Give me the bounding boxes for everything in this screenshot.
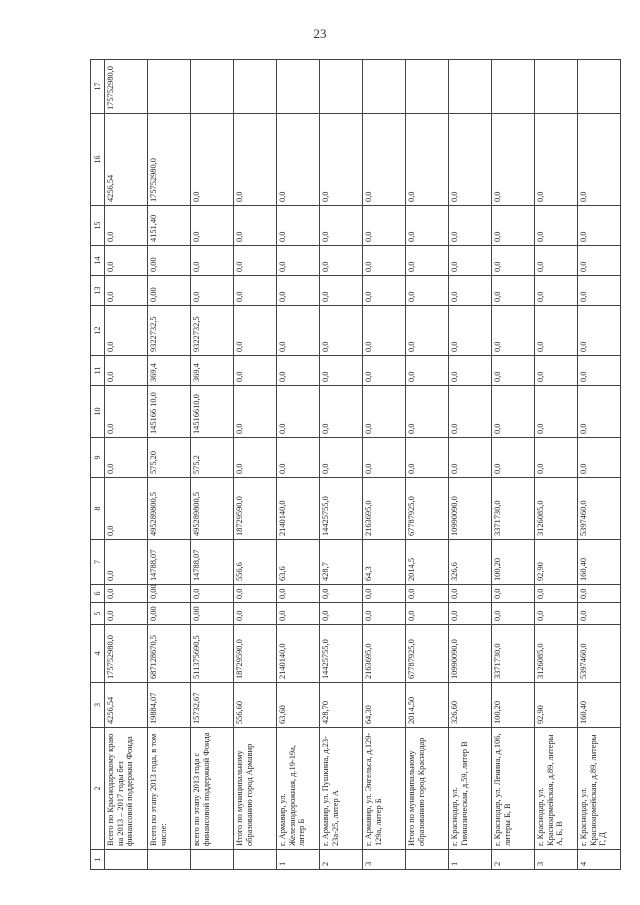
column-header: 2 (91, 728, 105, 850)
table-cell: 369,4 (148, 356, 191, 386)
table-cell: 92,90 (535, 683, 578, 728)
table-cell: 3371730,0 (492, 625, 535, 683)
table-cell: 0,0 (492, 246, 535, 276)
rotated-table-container (90, 60, 608, 870)
table-cell: 9322732,5 (148, 306, 191, 356)
table-cell: 0,0 (277, 246, 320, 276)
table-row (406, 60, 449, 870)
table-cell: 2140140,0 (277, 478, 320, 540)
row-description: г. Краснодар, ул. Красноармейская, д.89, литеры Г, Д (578, 728, 621, 850)
table-cell: 0,0 (449, 585, 492, 603)
table-cell: 4151,40 (148, 206, 191, 246)
table-row (363, 60, 406, 870)
table-cell: 0,00 (191, 603, 234, 625)
table-cell: 100,20 (492, 683, 535, 728)
table-cell: 4256,54 (105, 114, 148, 206)
column-header: 14 (91, 246, 105, 276)
table-cell: 0,0 (363, 603, 406, 625)
table-row (277, 60, 320, 870)
table-cell: 0,0 (492, 386, 535, 438)
table-cell: 0,0 (449, 206, 492, 246)
column-header: 10 (91, 386, 105, 438)
row-description: г. Армавир, ул. Энгельса, д.129-129а, литер Б (363, 728, 406, 850)
column-header: 13 (91, 276, 105, 306)
table-cell: 0,0 (406, 114, 449, 206)
table-cell (234, 850, 277, 870)
column-header: 1 (91, 850, 105, 870)
table-cell: 0,00 (148, 246, 191, 276)
table-cell: 0,0 (320, 114, 363, 206)
row-description: г. Армавир, ул. Железнодорожная, д.19-19а, литер Б (277, 728, 320, 850)
table-cell: 3126085,0 (535, 625, 578, 683)
column-header: 5 (91, 603, 105, 625)
table-row (148, 60, 191, 870)
row-description: Всего по этапу 2013 года, в том числе: (148, 728, 191, 850)
table-row (578, 60, 621, 870)
column-header: 7 (91, 540, 105, 585)
table-body (105, 60, 621, 870)
table-cell: 2163695,0 (363, 478, 406, 540)
table-cell: 2 (320, 850, 363, 870)
table-cell: 0,0 (578, 276, 621, 306)
table-cell: 0,0 (406, 438, 449, 478)
table-cell: 0,0 (406, 206, 449, 246)
table-cell: 0,0 (234, 585, 277, 603)
table-cell: 0,00 (148, 603, 191, 625)
table-cell (277, 60, 320, 114)
table-cell: 0,0 (363, 246, 406, 276)
table-cell: 64,3 (363, 540, 406, 585)
table-cell: 175752980,0 (105, 60, 148, 114)
row-description: г. Армавир, ул. Пушкина, д.23-23а-25, литер А (320, 728, 363, 850)
table-cell: 326,60 (449, 683, 492, 728)
table-cell: 67787925,0 (406, 625, 449, 683)
column-header: 15 (91, 206, 105, 246)
table-cell (363, 60, 406, 114)
table-cell: 0,0 (492, 114, 535, 206)
column-header: 16 (91, 114, 105, 206)
table-cell: 0,0 (191, 276, 234, 306)
table-cell: 175752980,0 (148, 114, 191, 206)
table-cell: 0,0 (191, 585, 234, 603)
table-cell: 575,2 (191, 438, 234, 478)
page-number: 23 (313, 26, 327, 41)
table-cell: 0,0 (535, 306, 578, 356)
table-cell: 0,0 (277, 603, 320, 625)
table-cell: 0,0 (449, 603, 492, 625)
table-cell (191, 850, 234, 870)
table-cell: 0,0 (406, 356, 449, 386)
table-row (105, 60, 148, 870)
table-cell: 1 (277, 850, 320, 870)
table-row (320, 60, 363, 870)
table-region (90, 60, 608, 870)
table-cell: 0,0 (234, 603, 277, 625)
table-cell: 0,0 (535, 246, 578, 276)
table-cell: 0,0 (578, 438, 621, 478)
table-cell: 0,0 (277, 356, 320, 386)
table-cell: 0,0 (363, 276, 406, 306)
table-cell: 326,6 (449, 540, 492, 585)
table-cell: 0,0 (492, 603, 535, 625)
table-cell: 0,0 (578, 603, 621, 625)
table-cell: 0,0 (363, 585, 406, 603)
table-cell (320, 60, 363, 114)
table-cell: 1 (449, 850, 492, 870)
row-description: г. Краснодар, ул. Красноармейская, д.89, литеры А, Б, В (535, 728, 578, 850)
table-cell: 0,0 (105, 306, 148, 356)
header-row (91, 60, 105, 870)
table-cell: 0,0 (277, 206, 320, 246)
table-cell: 0,0 (535, 356, 578, 386)
table-cell: 2 (492, 850, 535, 870)
table-cell: 556,60 (234, 683, 277, 728)
table-cell (492, 60, 535, 114)
table-cell: 100,20 (492, 540, 535, 585)
table-cell: 0,0 (105, 585, 148, 603)
table-cell: 0,0 (578, 114, 621, 206)
table-cell (449, 60, 492, 114)
table-cell: 428,7 (320, 540, 363, 585)
table-cell: 0,0 (234, 438, 277, 478)
table-cell: 0,0 (535, 276, 578, 306)
table-cell: 428,70 (320, 683, 363, 728)
table-cell: 0,0 (320, 386, 363, 438)
table-cell: 0,0 (234, 206, 277, 246)
table-cell: 10990090,0 (449, 478, 492, 540)
table-cell: 0,0 (105, 386, 148, 438)
table-cell: 3 (535, 850, 578, 870)
table-cell: 495289800,5 (148, 478, 191, 540)
table-cell: 0,0 (363, 386, 406, 438)
table-cell: 63,6 (277, 540, 320, 585)
table-cell: 0,0 (105, 356, 148, 386)
table-cell: 369,4 (191, 356, 234, 386)
table-cell (234, 60, 277, 114)
table-cell: 0,0 (449, 306, 492, 356)
table-cell: 67787925,0 (406, 478, 449, 540)
table-cell: 0,0 (363, 356, 406, 386)
table-cell: 0,0 (449, 276, 492, 306)
table-cell: 0,0 (191, 206, 234, 246)
table-cell: 0,0 (105, 206, 148, 246)
table-cell: 14788,07 (148, 540, 191, 585)
table-cell: 63,60 (277, 683, 320, 728)
table-cell: 0,0 (492, 306, 535, 356)
table-cell: 0,0 (277, 114, 320, 206)
table-cell: 0,0 (578, 306, 621, 356)
table-cell: 3126085,0 (535, 478, 578, 540)
table-cell: 14516610,0 (191, 386, 234, 438)
table-cell: 0,0 (105, 276, 148, 306)
table-cell: 0,0 (363, 306, 406, 356)
row-description: г. Краснодар, ул. Гимназическая, д.59, литер В (449, 728, 492, 850)
table-cell: 160,40 (578, 540, 621, 585)
table-cell: 160,40 (578, 683, 621, 728)
table-cell: 18729590,0 (234, 625, 277, 683)
table-cell: 0,0 (234, 356, 277, 386)
table-cell (535, 60, 578, 114)
table-cell: 10990090,0 (449, 625, 492, 683)
table-cell: 0,0 (277, 438, 320, 478)
table-cell: 2014,50 (406, 683, 449, 728)
table-cell (406, 850, 449, 870)
column-header: 3 (91, 683, 105, 728)
table-cell: 0,0 (320, 603, 363, 625)
table-cell: 511375690,5 (191, 625, 234, 683)
table-cell: 0,00 (148, 585, 191, 603)
table-cell: 0,0 (449, 386, 492, 438)
table-cell: 3 (363, 850, 406, 870)
table-cell: 0,0 (578, 206, 621, 246)
row-description: г. Краснодар, ул. Ленина, д.106, литеры Б, В (492, 728, 535, 850)
column-header: 17 (91, 60, 105, 114)
column-header: 4 (91, 625, 105, 683)
table-cell: 0,0 (492, 356, 535, 386)
table-cell: 0,0 (234, 276, 277, 306)
table-cell: 0,0 (578, 356, 621, 386)
column-header: 9 (91, 438, 105, 478)
table-cell: 0,0 (578, 585, 621, 603)
table-cell: 0,0 (277, 585, 320, 603)
table-cell: 0,0 (406, 306, 449, 356)
table-cell: 0,0 (320, 246, 363, 276)
table-cell: 2163695,0 (363, 625, 406, 683)
table-cell: 0,0 (277, 386, 320, 438)
table-cell: 0,0 (535, 114, 578, 206)
table-cell: 0,0 (234, 246, 277, 276)
table-cell: 495289800,5 (191, 478, 234, 540)
table-cell: 0,0 (492, 276, 535, 306)
table-cell: 0,0 (406, 386, 449, 438)
table-cell: 15732,67 (191, 683, 234, 728)
table-cell: 0,0 (449, 114, 492, 206)
table-cell: 0,0 (320, 356, 363, 386)
table-cell: 0,0 (191, 246, 234, 276)
table-row (234, 60, 277, 870)
table-cell: 4256,54 (105, 683, 148, 728)
table-cell: 0,0 (535, 585, 578, 603)
table-cell: 175752980,0 (105, 625, 148, 683)
table-cell: 0,0 (406, 276, 449, 306)
row-description: Итого по муниципальному образованию город Краснодар (406, 728, 449, 850)
table-cell: 0,0 (320, 585, 363, 603)
table-cell: 9322732,5 (191, 306, 234, 356)
table-cell: 0,0 (449, 246, 492, 276)
table-cell: 0,00 (148, 276, 191, 306)
column-header: 6 (91, 585, 105, 603)
table-cell: 0,0 (105, 246, 148, 276)
table-cell: 0,0 (105, 603, 148, 625)
table-cell: 5397460,0 (578, 478, 621, 540)
table-cell: 0,0 (406, 585, 449, 603)
table-row (492, 60, 535, 870)
table-cell: 0,0 (320, 276, 363, 306)
table-cell: 0,0 (105, 478, 148, 540)
table-cell: 0,0 (320, 306, 363, 356)
table-cell: 0,0 (578, 246, 621, 276)
table-cell: 0,0 (234, 386, 277, 438)
table-cell: 0,0 (492, 438, 535, 478)
table-cell: 14788,07 (191, 540, 234, 585)
table-row (449, 60, 492, 870)
table-cell: 575,20 (148, 438, 191, 478)
table-cell: 64,30 (363, 683, 406, 728)
table-cell: 0,0 (105, 438, 148, 478)
table-cell: 14425755,0 (320, 625, 363, 683)
table-cell: 3371730,0 (492, 478, 535, 540)
table-row (191, 60, 234, 870)
table-cell: 0,0 (363, 206, 406, 246)
table-cell: 0,0 (105, 540, 148, 585)
table-cell: 0,0 (234, 306, 277, 356)
table-cell (406, 60, 449, 114)
table-cell: 0,0 (406, 246, 449, 276)
table-cell: 0,0 (191, 114, 234, 206)
table-cell (148, 60, 191, 114)
table-cell: 0,0 (277, 306, 320, 356)
table-cell: 92,90 (535, 540, 578, 585)
table-cell (148, 850, 191, 870)
data-table (90, 59, 621, 870)
table-cell: 14425755,0 (320, 478, 363, 540)
table-cell: 5397460,0 (578, 625, 621, 683)
table-row (535, 60, 578, 870)
table-cell: 0,0 (277, 276, 320, 306)
table-cell: 4 (578, 850, 621, 870)
table-cell: 145166 10,0 (148, 386, 191, 438)
table-cell: 0,0 (492, 206, 535, 246)
table-cell: 0,0 (578, 386, 621, 438)
table-cell: 0,0 (449, 356, 492, 386)
table-cell: 0,0 (449, 438, 492, 478)
table-cell: 19884,07 (148, 683, 191, 728)
table-cell: 0,0 (363, 438, 406, 478)
table-cell: 0,0 (535, 386, 578, 438)
table-cell: 18729590,0 (234, 478, 277, 540)
table-cell: 0,0 (320, 438, 363, 478)
table-cell: 0,0 (535, 206, 578, 246)
row-description: всего по этапу 2013 года с финансовой поддержкой Фонда (191, 728, 234, 850)
row-description: Итого по муниципальному образованию город Армавир (234, 728, 277, 850)
table-cell: 0,0 (234, 114, 277, 206)
table-cell: 2140140,0 (277, 625, 320, 683)
table-cell: 0,0 (535, 603, 578, 625)
table-cell (191, 60, 234, 114)
table-cell (578, 60, 621, 114)
table-cell: 0,0 (535, 438, 578, 478)
table-cell: 556,6 (234, 540, 277, 585)
row-description: Всего по Краснодарскому краю на 2013 – 2017 годы без финансовой поддержки Фонда (105, 728, 148, 850)
column-header: 8 (91, 478, 105, 540)
table-cell: 2014,5 (406, 540, 449, 585)
table-cell: 0,0 (320, 206, 363, 246)
table-cell: 0,0 (363, 114, 406, 206)
table-cell: 687128670,5 (148, 625, 191, 683)
table-cell (105, 850, 148, 870)
column-header: 11 (91, 356, 105, 386)
column-header: 12 (91, 306, 105, 356)
table-cell: 0,0 (406, 603, 449, 625)
table-cell: 0,0 (492, 585, 535, 603)
